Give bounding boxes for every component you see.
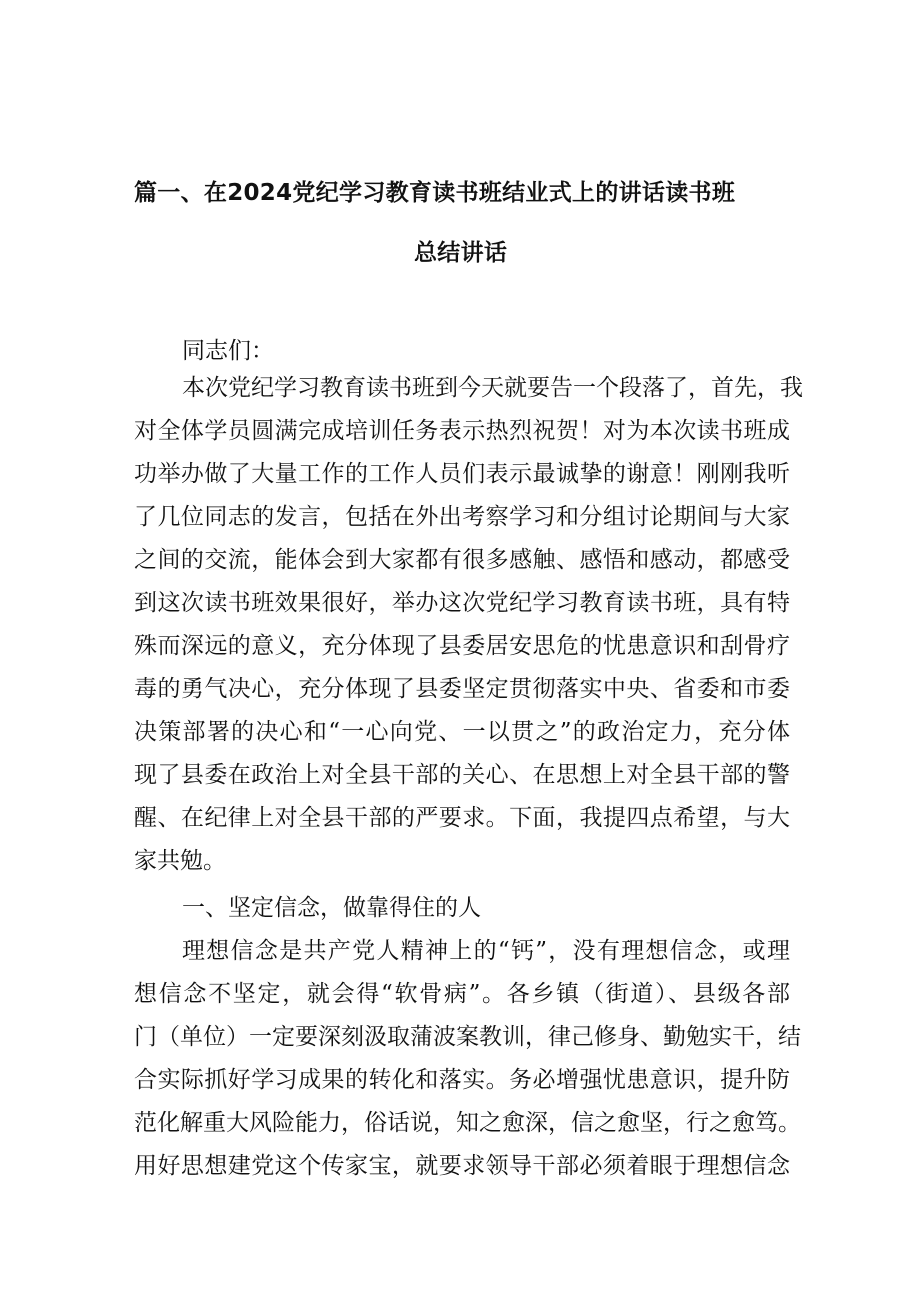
paragraph-1-line: 本次党纪学习教育读书班到今天就要告一个段落了，首先，我 (182, 375, 803, 401)
salutation: 同志们： (182, 338, 274, 364)
paragraph-1-line: 家共勉。 (134, 848, 226, 874)
paragraph-1-line: 毒的勇气决心，充分体现了县委坚定贯彻落实中央、省委和市委 (134, 676, 790, 702)
paragraph-1-line: 了几位同志的发言，包括在外出考察学习和分组讨论期间与大家 (134, 504, 790, 530)
paragraph-1-line: 到这次读书班效果很好，举办这次党纪学习教育读书班，具有特 (134, 590, 790, 616)
paragraph-1-line: 醒、在纪律上对全县干部的严要求。下面，我提四点希望，与大 (134, 805, 790, 831)
paragraph-1-line: 之间的交流，能体会到大家都有很多感触、感悟和感动，都感受 (134, 547, 790, 573)
paragraph-2-line: 范化解重大风险能力，俗话说，知之愈深，信之愈坚，行之愈笃。 (134, 1110, 801, 1136)
paragraph-2-line: 合实际抓好学习成果的转化和落实。务必增强忧患意识，提升防 (134, 1067, 790, 1093)
paragraph-2-line: 想信念不坚定，就会得“软骨病”。各乡镇（街道）、县级各部 (134, 981, 790, 1007)
paragraph-2-line: 理想信念是共产党人精神上的“钙”，没有理想信念，或理 (182, 938, 790, 964)
paragraph-1-line: 殊而深远的意义，充分体现了县委居安思危的忧患意识和刮骨疗 (134, 633, 790, 659)
paragraph-1-line: 对全体学员圆满完成培训任务表示热烈祝贺！对为本次读书班成 (134, 418, 790, 444)
paragraph-2-line: 用好思想建党这个传家宝，就要求领导干部必须着眼于理想信念 (134, 1153, 790, 1179)
section-1-heading: 一、坚定信念，做靠得住的人 (182, 895, 481, 921)
document-title-line-2: 总结讲话 (414, 240, 508, 266)
paragraph-1-line: 功举办做了大量工作的工作人员们表示最诚挚的谢意！刚刚我听 (134, 461, 790, 487)
document-title-line-1: 篇一、在2024党纪学习教育读书班结业式上的讲话读书班 (134, 180, 736, 206)
paragraph-2-line: 门（单位）一定要深刻汲取蒲波案教训，律己修身、勤勉实干，结 (134, 1024, 801, 1050)
paragraph-1-line: 决策部署的决心和“一心向党、一以贯之”的政治定力，充分体 (134, 719, 790, 745)
paragraph-1-line: 现了县委在政治上对全县干部的关心、在思想上对全县干部的警 (134, 762, 790, 788)
